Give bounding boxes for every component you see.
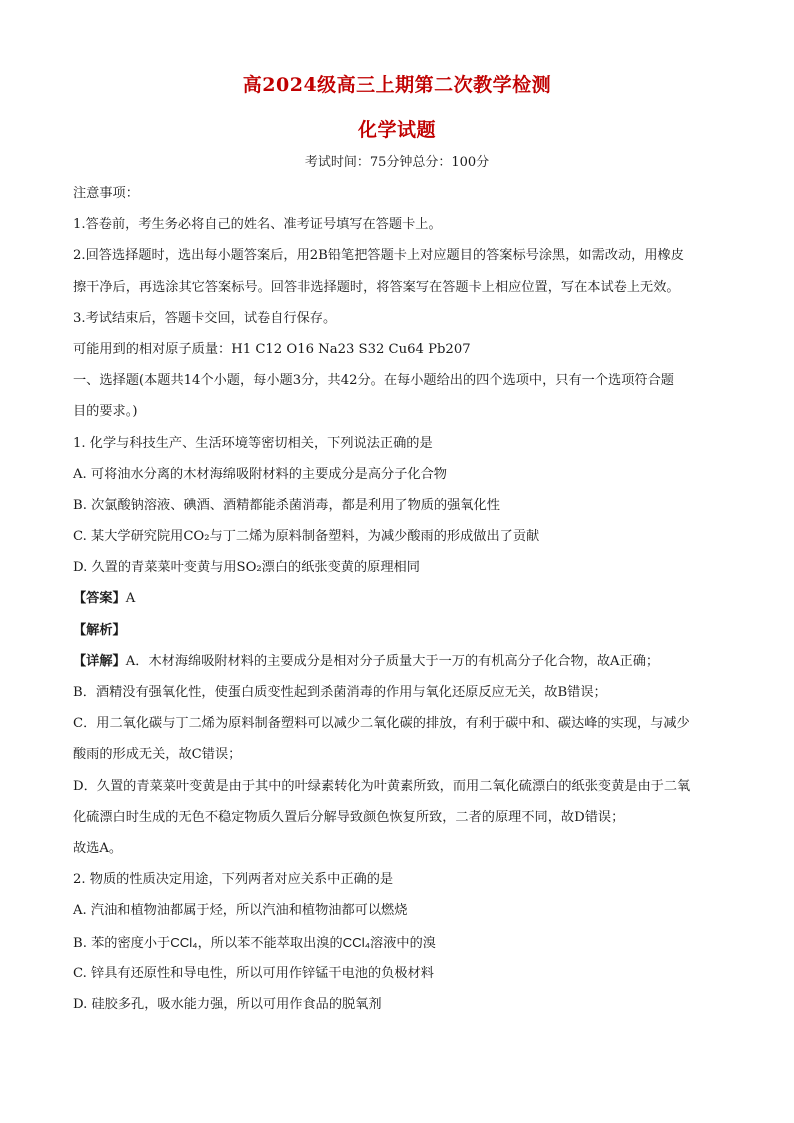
option-d: D. 久置的青菜菜叶变黄与用SO₂漂白的纸张变黄的原理相同 [73, 560, 420, 576]
question-stem: 2. 物质的性质决定用途，下列两者对应关系中正确的是 [73, 872, 394, 888]
exam-title: 高2024级高三上期第二次教学检测 [242, 74, 552, 96]
notes-heading: 注意事项： [73, 186, 139, 201]
answer-label: 【答案】 [73, 591, 126, 607]
option-a: A. 汽油和植物油都属于烃，所以汽油和植物油都可以燃烧 [73, 903, 408, 919]
option-b: B. 次氯酸钠溶液、碘酒、酒精都能杀菌消毒，都是利用了物质的强氧化性 [73, 497, 500, 513]
exam-body [73, 183, 725, 1025]
chem-formula: CCl₄ [342, 934, 371, 950]
answer-value: A [125, 591, 136, 607]
analysis-label: 【解析】 [73, 622, 126, 638]
option-b: B. 苯的密度小于CCl₄，所以苯不能萃取出溴的CCl₄溶液中的溴 [73, 934, 436, 951]
note-item: 1.答卷前，考生务必将自己的姓名、准考证号填写在答题卡上。 [73, 217, 442, 233]
detail-d: D．久置的青菜菜叶变黄是由于其中的叶绿素转化为叶黄素所致，而用二氧化硫漂白的纸张变黄是由于二氧 [73, 778, 691, 794]
detail-a: A．木材海绵吸附材料的主要成分是相对分子质量大于一万的有机高分子化合物，故A正确； [125, 653, 660, 669]
detail-c-cont: 酸雨的形成无关，故C错误； [73, 747, 242, 763]
atomic-masses: 可能用到的相对原子质量：H1 C12 O16 Na23 S32 Cu64 Pb207 [73, 341, 471, 357]
option-c: C. 锌具有还原性和导电性，所以可用作锌锰干电池的负极材料 [73, 965, 434, 981]
option-a: A. 可将油水分离的木材海绵吸附材料的主要成分是高分子化合物 [73, 466, 447, 482]
exam-info: 考试时间：75分钟总分：100分 [304, 155, 490, 170]
detail-b: B．酒精没有强氧化性，使蛋白质变性起到杀菌消毒的作用与氧化还原反应无关，故B错误； [73, 685, 607, 700]
question-stem: 1. 化学与科技生产、生活环境等密切相关，下列说法正确的是 [73, 435, 433, 451]
section-intro: 一、选择题(本题共14个小题，每小题3分，共42分。在每小题给出的四个选项中，只有一个选项符合题 [73, 373, 674, 389]
detail-c: C．用二氧化碳与丁二烯为原料制备塑料可以减少二氧化碳的排放，有利于碳中和、碳达峰的实现，与减少 [73, 716, 690, 732]
detail-line [73, 651, 725, 682]
detail-label: 【详解】 [73, 653, 126, 669]
note-item: 2.回答选择题时，选出每小题答案后，用2B铅笔把答题卡上对应题目的答案标号涂黑，如需改动，用橡皮 [73, 248, 684, 264]
detail-d-cont: 化硫漂白时生成的无色不稳定物质久置后分解导致颜色恢复所致，二者的原理不同，故D错误； [73, 809, 625, 825]
conclusion: 故选A。 [73, 840, 123, 856]
option-d: D. 硅胶多孔，吸水能力强，所以可用作食品的脱氧剂 [73, 996, 382, 1012]
option-c: C. 某大学研究院用CO₂与丁二烯为原料制备塑料，为减少酸雨的形成做出了贡献 [73, 529, 540, 545]
answer-line [73, 588, 725, 619]
section-intro: 目的要求。) [73, 404, 138, 420]
chem-formula: CCl₄ [170, 934, 198, 950]
note-item: 3.考试结束后，答题卡交回，试卷自行保存。 [73, 310, 337, 326]
exam-subject-title: 化学试题 [357, 119, 436, 141]
note-item: 擦干净后，再选涂其它答案标号。回答非选择题时，将答案写在答题卡上相应位置，写在本试卷上无效。 [73, 279, 680, 295]
